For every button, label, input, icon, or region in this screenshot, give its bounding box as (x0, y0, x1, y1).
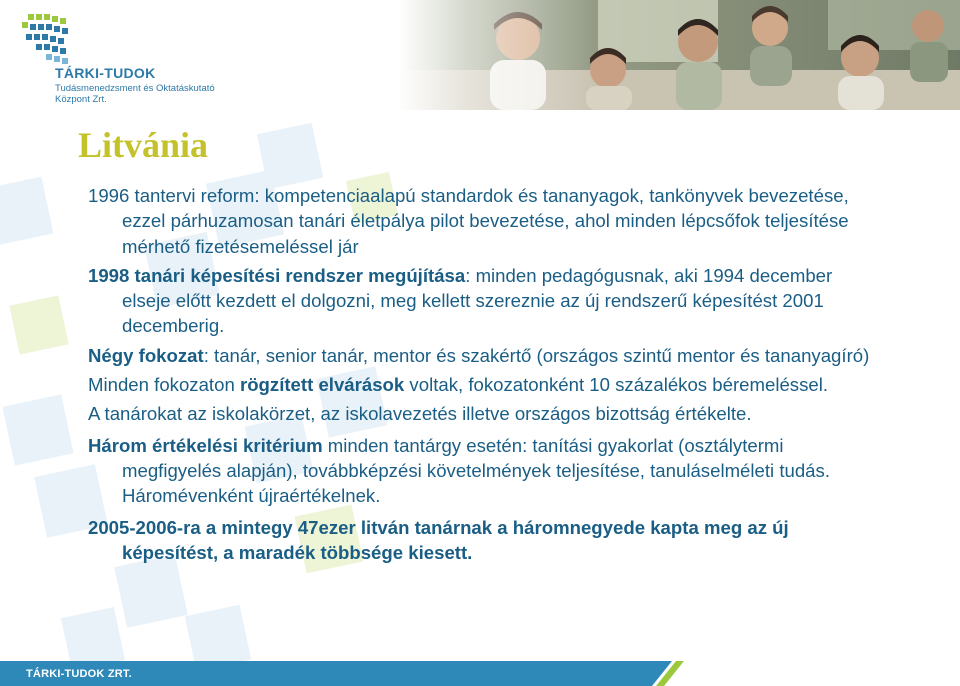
paragraph-6-text: minden tantárgy esetén: tanítási gyakorlat (osztálytermi megfigyelés alapján), továbbképzési követelmények teljesítése, tanuláselméleti tudás. Háromévenként újraértékelnek. (122, 434, 830, 507)
footer-label: TÁRKI-TUDOK ZRT. (26, 668, 132, 680)
photo-fade-overlay (398, 0, 960, 110)
paragraph-3-bold: Négy fokozat (88, 344, 204, 366)
paragraph-5 (88, 401, 878, 426)
paragraph-3-text: : tanár, senior tanár, mentor és szakértő (országos szintű mentor és tananyagíró) (203, 344, 870, 366)
logo-subtitle (55, 83, 215, 105)
footer-bar-shape (0, 661, 960, 686)
paragraph-2 (88, 263, 878, 339)
tarki-tudok-logo-icon (22, 14, 92, 70)
slide-title: Litvánia (78, 125, 209, 165)
paragraph-7 (88, 515, 878, 566)
paragraph-1 (88, 183, 878, 259)
logo-subtitle-line1: Tudásmenedzsment és Oktatáskutató (55, 83, 215, 94)
paragraph-4-bold: rögzített elvárások (239, 374, 405, 396)
logo (22, 14, 222, 110)
classroom-photo (398, 0, 960, 110)
paragraph-1-text: 1996 tantervi reform: kompetenciaalapú standardok és tananyagok, tankönyvek bevezetése, ezzel párhuzamosan tanári életpálya pilot bevezetése, ahol minden lépcsőfok teljesítése mérhető fizetésemeléssel jár (88, 185, 849, 257)
paragraph-6 (88, 433, 878, 509)
paragraph-2-text: : minden pedagógusnak, aki 1994 december elseje előtt kezdett el dolgozni, meg kellett szereznie az új rendszerű képesítést 2001 decemberig. (122, 264, 833, 337)
paragraph-6-bold: Három értékelési kritérium (88, 434, 323, 456)
paragraph-4 (88, 372, 878, 397)
paragraph-3 (88, 343, 878, 368)
paragraph-4-pre: Minden fokozaton (88, 374, 240, 396)
paragraph-2-bold: 1998 tanári képesítési rendszer megújítása (88, 264, 466, 286)
logo-name: TÁRKI-TUDOK (55, 65, 156, 81)
paragraph-5-text: A tanárokat az iskolakörzet, az iskolavezetés illetve országos bizottság értékelte. (88, 403, 752, 425)
slide-content (88, 183, 878, 565)
footer-bar (0, 661, 960, 686)
paragraph-4-text: voltak, fokozatonként 10 százalékos béremeléssel. (404, 374, 829, 396)
paragraph-7-bold: 2005-2006-ra a mintegy 47ezer litván tanárnak a háromnegyede kapta meg az új képesítést, a maradék többsége kiesett. (88, 516, 789, 563)
logo-subtitle-line2: Központ Zrt. (55, 94, 107, 105)
